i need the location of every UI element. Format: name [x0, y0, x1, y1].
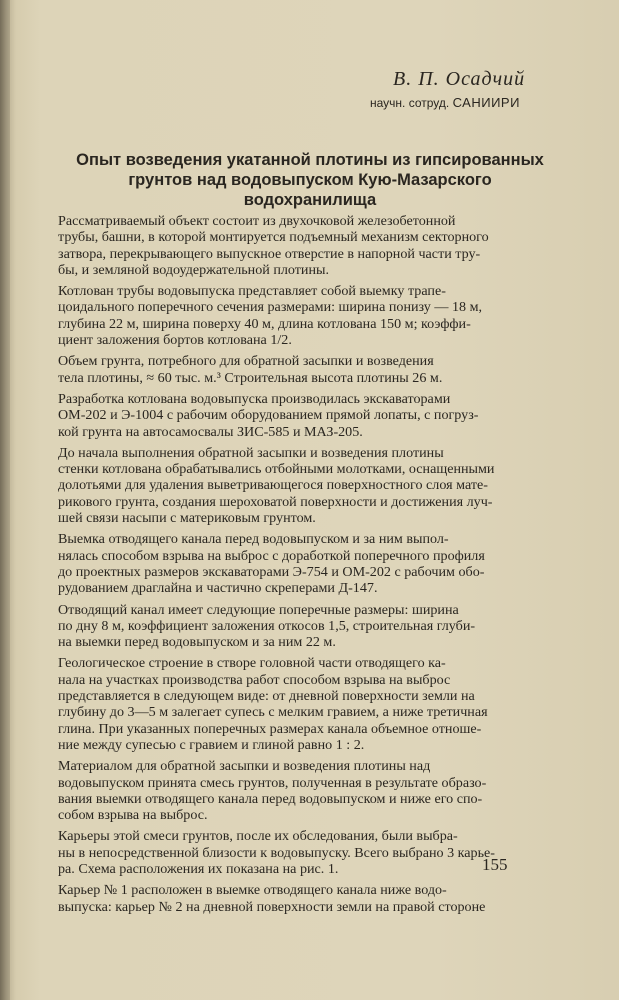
book-spine-shadow [0, 0, 10, 1000]
paragraph-5: До начала выполнения обратной засыпки и возведения плотины стенки котлована обрабатывались отбойными молотками, оснащенными долотьями для удаления выветривающегося поверхностного слоя мате- рикового грунта, создания шероховатой поверхности и достижения луч- шей связи насыпи с материковым грунтом. [58, 444, 495, 527]
paragraph-2: Котлован трубы водовыпуска представляет собой выемку трапе- цоидального поперечного сечения размерами: ширина понизу — 18 м, глубина 22 м, ширина поверху 40 м, длина котлована 150 м; коэффи- циент заложения бортов котлована 1/2. [58, 283, 483, 349]
paragraph-1: Рассматриваемый объект состоит из двухочковой железобетонной трубы, башни, в которой монтируется подъемный механизм секторного затвора, перекрывающего выпускное отверстие в напорной части тру- бы, и земляной водоудержательной плотины. [58, 213, 489, 278]
paragraph-7: Отводящий канал имеет следующие поперечные размеры: ширина по дну 8 м, коэффициент заложения откосов 1,5, строительная глуби- на выемки перед водовыпуском и за ним 22 м. [58, 601, 476, 651]
author-affiliation [370, 95, 600, 110]
paragraph-4: Разработка котлована водовыпуска производилась экскаваторами ОМ-202 и Э-1004 с рабочим оборудованием прямой лопаты, с погруз- кой грунта на автосамосвалы ЗИС-585 и МАЗ-205. [58, 390, 479, 440]
paragraph-10: Карьеры этой смеси грунтов, после их обследования, были выбра- ны в непосредственной близости к водовыпуску. Всего выбрано 3 карье- ра. Схема расположения их показана на рис. 1. [58, 828, 495, 877]
paragraph-8: Геологическое строение в створе головной части отводящего ка- нала на участках производства работ способом взрыва на выброс представляется в следующем виде: от дневной поверхности земли на глубину до 3—5 м залегает супесь с мелким гравием, а ниже третичная глина. При указанных поперечных размерах канала объемное отноше- ние между супесью с гравием и глиной равно 1 : 2. [58, 655, 488, 753]
affiliation-org: САНИИРИ [452, 95, 520, 110]
affiliation-prefix: научн. сотруд. [370, 96, 450, 110]
article-body [58, 213, 544, 920]
paragraph-3: Объем грунта, потребного для обратной засыпки и возведения тела плотины, ≈ 60 тыс. м.³ Строительная высота плотины 26 м. [58, 353, 443, 386]
article-title: Опыт возведения укатанной плотины из гипсированных грунтов над водовыпуском Кую-Мазарского водохранилища [76, 151, 544, 209]
page-number: 155 [482, 855, 508, 874]
author-name: В. П. Осадчий [393, 68, 526, 90]
paragraph-9: Материалом для обратной засыпки и возведения плотины над водовыпуском принята смесь грунтов, полученная в результате образо- вания выемки отводящего канала перед водовыпуском и ниже его спо- собом взрыва на выброс. [58, 758, 487, 824]
paragraph-6: Выемка отводящего канала перед водовыпуском и за ним выпол- нялась способом взрыва на выброс с доработкой поперечного профиля до проектных размеров экскаваторами Э-754 и ОМ-202 с рабочим обо- рудованием драглайна и частично скреперами Д-147. [58, 531, 485, 597]
paragraph-11: Карьер № 1 расположен в выемке отводящего канала ниже водо- выпуска: карьер № 2 на дневной поверхности земли на правой стороне [58, 882, 486, 915]
